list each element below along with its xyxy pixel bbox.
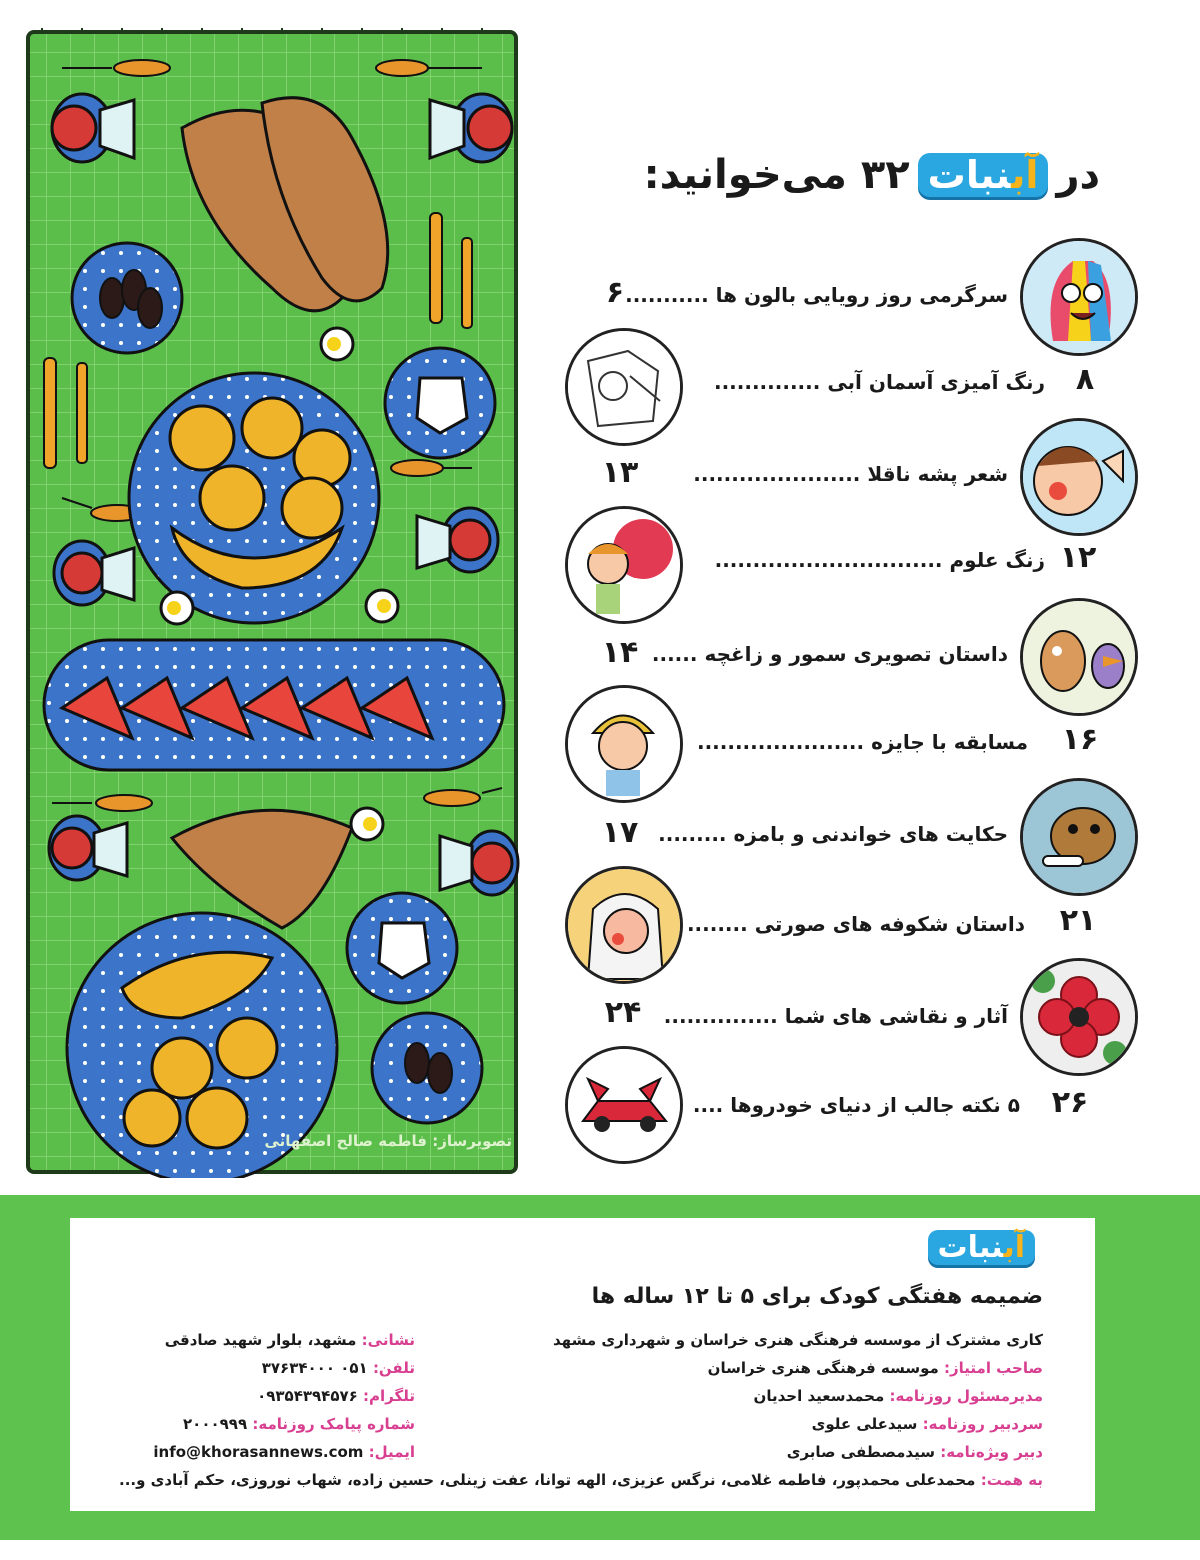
logo-first: آب [1011,153,1039,197]
footer-subtitle: ضمیمه هفتگی کودک برای ۵ تا ۱۲ ساله ها [591,1284,1043,1309]
footer-team: به همت: محمدعلی محمدپور، فاطمه غلامی، نرگس عزیزی، الهه توانا، عفت زینلی، حسین زاده، شهاب نوروزی، حکم آبادی و... [119,1471,1043,1489]
flower-icon [1020,958,1138,1076]
logo-rest: نبات [927,153,1012,197]
toc-page-number: ۲۶ [1051,1085,1089,1120]
boy-mosquito-icon [1020,418,1138,536]
toc-page-number: ۱۷ [601,815,639,850]
toc-page-number: ۱۶ [1061,722,1099,757]
toc-title: داستان تصویری سمور و زاغچه ...... [651,642,1008,666]
toc-title: داستان شکوفه های صورتی ........ [686,912,1025,936]
toc-title: مسابقه با جایزه ...................... [696,730,1028,754]
picnic-illustration [22,28,522,1178]
toc-title: رنگ آمیزی آسمان آبی .............. [713,370,1045,394]
toc-page-number: ۲۱ [1059,903,1097,938]
heading-prefix: در [1056,152,1100,198]
footer-manager: مدیرمسئول روزنامه: محمدسعید احدیان [753,1387,1043,1405]
toc-title: زنگ علوم .............................. [714,548,1045,572]
toc-page-number: ۲۴ [604,995,642,1030]
toc-title: سرگرمی روز رویایی بالون ها ........... [625,283,1008,307]
footer-email[interactable]: ایمیل: info@khorasannews.com [153,1443,415,1461]
tea-glass-icon [49,816,127,880]
toc-page-number: ۸ [1075,362,1095,397]
dog-bone-icon [1020,778,1138,896]
coloring-sketch-icon [565,328,683,446]
footer-telegram: تلگرام: ۰۹۳۵۴۳۹۴۵۷۶ [257,1387,415,1405]
toc-title: آثار و نقاشی های شما ............... [663,1004,1008,1028]
heading-suffix: ۳۲ می‌خوانید: [643,152,910,198]
boy-hat-icon [565,685,683,803]
tea-glass-icon [54,541,134,605]
footer-owner: صاحب امتیاز: موسسه فرهنگی هنری خراسان [707,1359,1043,1377]
tea-glass-icon [430,94,512,162]
abnabat-logo [918,153,1049,197]
page-heading [560,140,1100,210]
tea-glass-icon [440,831,518,895]
footer-phone: تلفن: ۰۵۱ ۳۷۶۳۴۰۰۰ [261,1359,415,1377]
footer-editor: سردبیر روزنامه: سیدعلی علوی [811,1415,1043,1433]
footer-intro: کاری مشترک از موسسه فرهنگی هنری خراسان و شهرداری مشهد [553,1331,1043,1349]
toc-title: حکایت های خواندنی و بامزه ......... [658,822,1008,846]
toc-title: ۵ نکته جالب از دنیای خودروها .... [692,1093,1020,1117]
girl-umbrella-icon [565,506,683,624]
footer-logo-rest: نبات [937,1230,1004,1265]
grandma-icon [565,866,683,984]
toc-page-number: ۶ [605,275,625,310]
masthead-card [70,1218,1095,1511]
footer-address: نشانی: مشهد، بلوار شهید صادقی [164,1331,415,1349]
illustrator-credit: تصویرساز: فاطمه صالح اصفهانی [264,1132,512,1150]
footer-sms: شماره پیامک روزنامه: ۲۰۰۰۹۹۹ [183,1415,415,1433]
tea-glass-icon [52,94,134,162]
red-car-icon [565,1046,683,1164]
weasel-crow-icon [1020,598,1138,716]
toc-page-number: ۱۲ [1059,540,1097,575]
balloon-icon [1020,238,1138,356]
toc-title: شعر پشه ناقلا ...................... [693,462,1008,486]
toc-page-number: ۱۴ [601,635,639,670]
footer-supplement-editor: دبیر ویژه‌نامه: سیدمصطفی صابری [786,1443,1043,1461]
footer-logo-first: آب [1003,1230,1025,1265]
toc-page-number: ۱۳ [601,455,639,490]
footer-logo [928,1230,1035,1265]
